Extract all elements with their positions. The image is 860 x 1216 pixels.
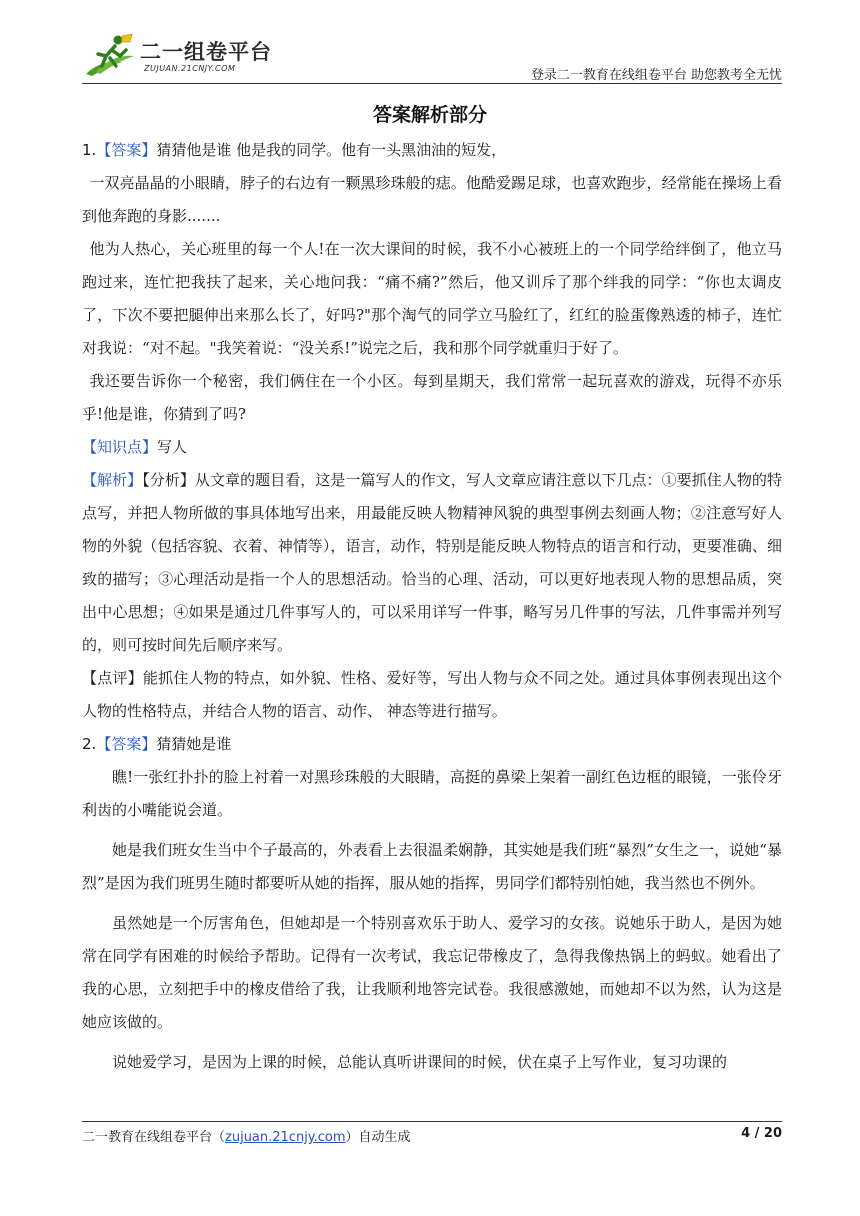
q2-paragraph: 虽然她是一个厉害角色，但她却是一个特别喜欢乐于助人、爱学习的女孩。说她乐于助人，是因为她常在同学有困难的时候给予帮助。记得有一次考试，我忘记带橡皮了，急得我像热锅上的蚂蚁。她看出了我的心思，立刻把手中的橡皮借给了我，让我顺利地答完试卷。我很感激她，而她却不以为然，认为这是她应该做的。 [82,914,782,1031]
logo-subtitle: ZUJUAN.21CNJY.COM [144,64,236,73]
footer-divider [82,1121,782,1122]
q2-answer-line [82,728,782,761]
q1-knowledge-point [82,431,782,464]
q1-number: 1. [82,141,97,159]
q2-paragraph: 说她爱学习，是因为上课的时候，总能认真听讲课间的时候，伏在桌子上写作业，复习功课的 [112,1053,728,1071]
q1-comment: 【点评】能抓住人物的特点，如外貌、性格、爱好等，写出人物与众不同之处。通过具体事例表现出这个人物的性格特点，并结合人物的语言、动作、 神态等进行描写。 [82,669,782,720]
page-header [82,30,782,82]
q2-paragraph: 瞧!一张红扑扑的脸上衬着一对黑珍珠般的大眼睛，高挺的鼻梁上架着一副红色边框的眼镜，一张伶牙利齿的小嘴能说会道。 [82,768,782,819]
footer-site-link[interactable]: zujuan.21cnjy.com [225,1130,346,1145]
q1-analysis [82,464,782,662]
q2-paragraph: 她是我们班女生当中个子最高的，外表看上去很温柔娴静，其实她是我们班“暴烈”女生之一，说她“暴烈”是因为我们班男生随时都要听从她的指挥，服从她的指挥，男同学们都特别怕她，我当然也不例外。 [82,841,782,892]
q1-paragraph: 我还要告诉你一个秘密，我们俩住在一个小区。每到星期天，我们常常一起玩喜欢的游戏，玩得不亦乐乎!他是谁，你猜到了吗? [82,372,782,423]
q1-analysis-text: 【分析】从文章的题目看，这是一篇写人的作文，写人文章应请注意以下几点：①要抓住人物的特点写，并把人物所做的事具体地写出来，用最能反映人物精神风貌的典型事例去刻画人物；②注意写好人物的外貌（包括容貌、衣着、神情等），语言，动作，特别是能反映人物特点的语言和行动，更要准确、细致的描写；③心理活动是指一个人的思想活动。恰当的心理、活动，可以更好地表现人物的思想品质，突出中心思想；④如果是通过几件事写人的，可以采用详写一件事，略写另几件事的写法，几件事需并列写的，则可按时间先后顺序来写。 [82,471,782,654]
footer-credit [82,1126,411,1145]
footer-suffix: ）自动生成 [345,1130,411,1145]
q1-knowledge-text: 写人 [157,438,188,456]
q2-number: 2. [82,735,97,753]
logo-title: 二一组卷平台 [140,40,272,64]
q1-analysis-tag: 【解析】 [82,471,143,489]
q2-answer-tag: 【答案】 [96,735,157,753]
q1-answer-tag: 【答案】 [96,141,157,159]
runner-logo-icon [82,32,138,78]
q1-answer-line [82,134,782,167]
footer-prefix: 二一教育在线组卷平台（ [82,1130,226,1145]
page-number: 4 / 20 [741,1126,782,1141]
q1-answer-text: 猜猜他是谁 他是我的同学。他有一头黑油油的短发， [156,141,507,159]
q1-knowledge-tag: 【知识点】 [82,438,158,456]
q1-paragraph: 他为人热心，关心班里的每一个人!在一次大课间的时候，我不小心被班上的一个同学给绊倒了，他立马跑过来，连忙把我扶了起来，关心地问我：“痛不痛?”然后，他又训斥了那个绊我的同学：“你也太调皮了，下次不要把腿伸出来那么长了，好吗?"那个淘气的同学立马脸红了，红红的脸蛋像熟透的柿子，连忙对我说：“对不起。"我笑着说：“没关系!”说完之后，我和那个同学就重归于好了。 [82,240,782,357]
q1-paragraph: 一双亮晶晶的小眼睛，脖子的右边有一颗黑珍珠般的痣。他酷爱踢足球，也喜欢跑步，经常能在操场上看到他奔跑的身影....... [82,174,782,225]
site-logo[interactable] [82,30,292,80]
page-title: 答案解析部分 [372,104,487,126]
q2-answer-text: 猜猜她是谁 [156,735,232,753]
header-divider [82,83,782,84]
answer-content [82,134,782,1079]
header-slogan[interactable]: 登录二一教育在线组卷平台 助您教考全无忧 [530,68,782,83]
